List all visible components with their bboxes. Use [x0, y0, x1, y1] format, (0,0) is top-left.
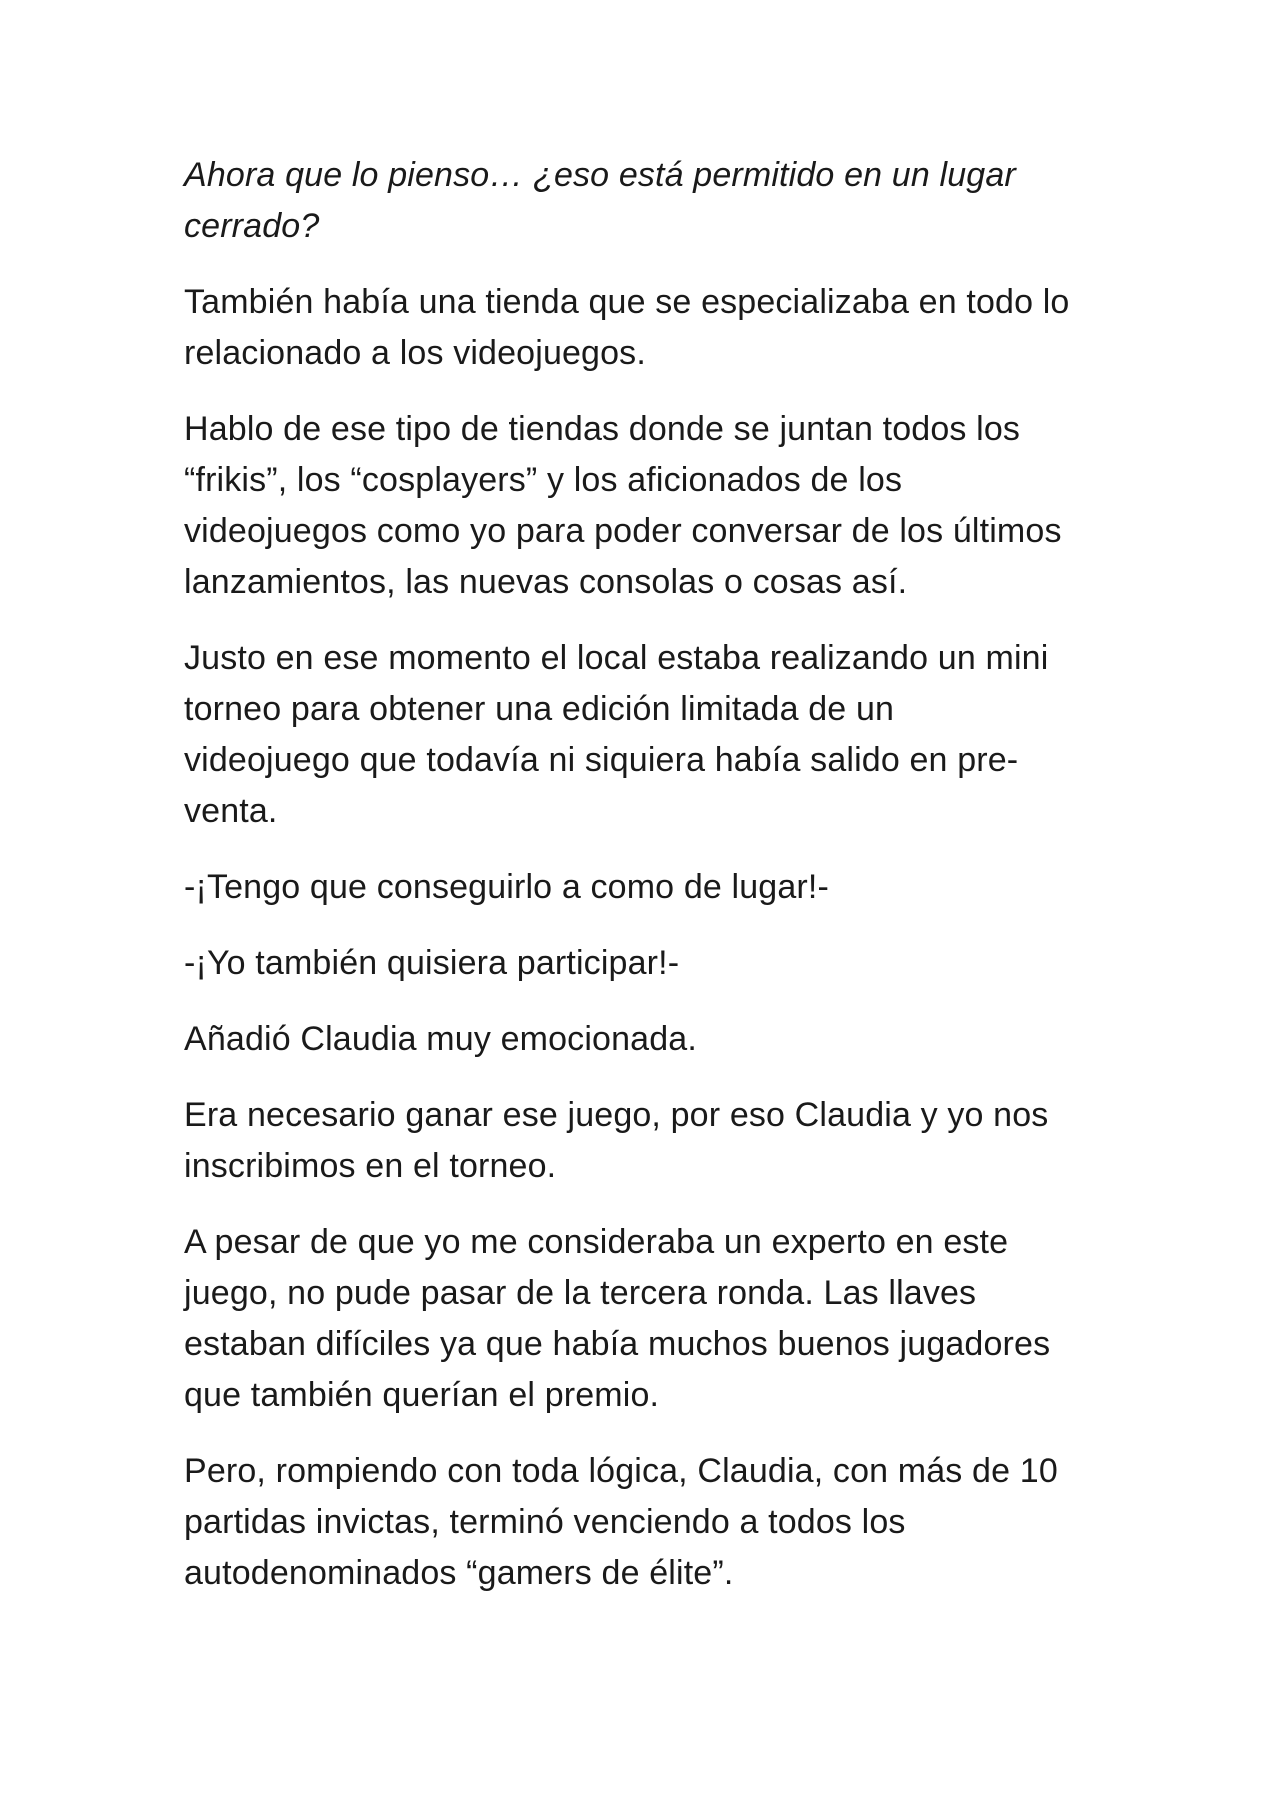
paragraph: Pero, rompiendo con toda lógica, Claudia, con más de 10 partidas invictas, terminó venciendo a todos los autodenominados “gamers de élite”. [184, 1452, 1058, 1592]
paragraph: Era necesario ganar ese juego, por eso Claudia y yo nos inscribimos en el torneo. [184, 1096, 1049, 1185]
paragraph: Añadió Claudia muy emocionada. [184, 1020, 697, 1058]
paragraph: A pesar de que yo me consideraba un experto en este juego, no pude pasar de la tercera ronda. Las llaves estaban difíciles ya que había muchos buenos jugadores que también querían el premio. [184, 1223, 1051, 1414]
paragraph: Hablo de ese tipo de tiendas donde se juntan todos los “frikis”, los “cosplayers” y los aficionados de los videojuegos como yo para poder conversar de los últimos lanzamientos, las nuevas consolas o cosas así. [184, 410, 1062, 601]
dialogue-line: -¡Yo también quisiera participar!- [184, 944, 680, 982]
paragraph: También había una tienda que se especializaba en todo lo relacionado a los videojuegos. [184, 283, 1070, 372]
paragraph-italic-thought: Ahora que lo pienso… ¿eso está permitido en un lugar cerrado? [184, 156, 1016, 245]
paragraph: Justo en ese momento el local estaba realizando un mini torneo para obtener una edición limitada de un videojuego que todavía ni siquiera había salido en pre- venta. [184, 639, 1049, 830]
dialogue-line: -¡Tengo que conseguirlo a como de lugar!- [184, 868, 829, 906]
